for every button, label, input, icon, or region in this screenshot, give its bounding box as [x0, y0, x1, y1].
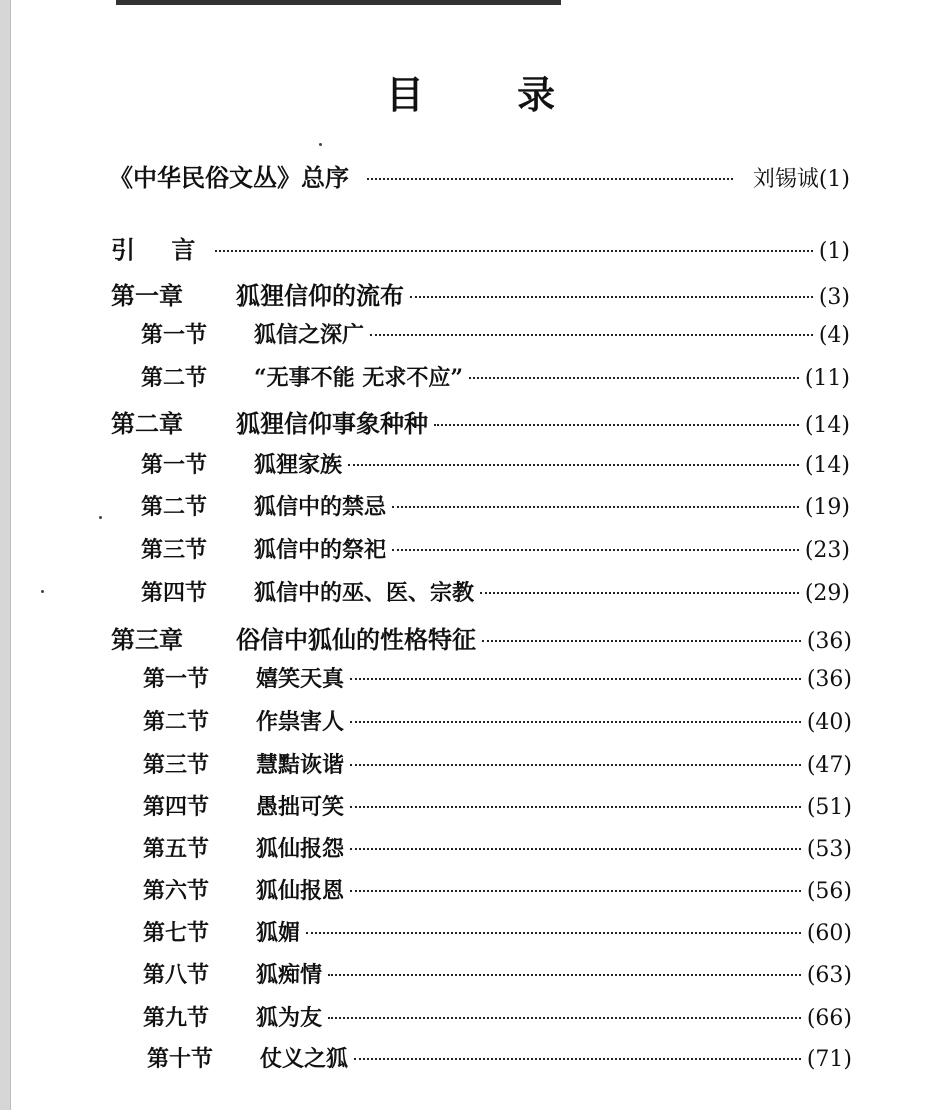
dot-leader	[215, 250, 812, 252]
section-title: 狐信中的禁忌	[254, 494, 387, 520]
toc-page: (53)	[806, 837, 852, 862]
section-number: 第一节	[141, 452, 208, 478]
toc-entry-section	[143, 705, 852, 736]
section-title: 慧黠诙谐	[256, 752, 345, 778]
toc-page: (3)	[818, 285, 850, 310]
toc-page: (51)	[806, 795, 852, 820]
dot-leader	[354, 1058, 801, 1060]
section-number: 第二节	[141, 494, 208, 520]
toc-entry-section	[141, 448, 850, 479]
section-number: 第七节	[143, 920, 210, 946]
section-title: 愚拙可笑	[256, 794, 345, 820]
book-page	[10, 0, 929, 1110]
toc-entry-section	[143, 790, 852, 821]
section-number: 第二节	[143, 709, 210, 735]
toc-entry-introduction	[111, 230, 850, 265]
toc-entry-section	[147, 1042, 852, 1073]
section-number: 第六节	[143, 878, 210, 904]
toc-entry-section	[143, 662, 852, 693]
section-number: 第五节	[143, 836, 210, 862]
section-title: 嬉笑天真	[256, 666, 345, 692]
toc-page: (71)	[806, 1047, 852, 1072]
section-number: 第十节	[147, 1046, 214, 1072]
scan-speck	[41, 590, 44, 593]
toc-entry-chapter-1	[111, 276, 850, 311]
toc-page: (36)	[806, 629, 852, 654]
chapter-title: 狐狸信仰事象种种	[236, 409, 428, 438]
toc-page: (63)	[806, 963, 852, 988]
dot-leader	[367, 178, 733, 180]
dot-leader	[482, 640, 801, 642]
dot-leader	[392, 506, 799, 508]
toc-page: (23)	[804, 538, 850, 563]
section-number: 第八节	[143, 962, 210, 988]
section-title: 仗义之狐	[260, 1046, 349, 1072]
section-number: 第一节	[143, 666, 210, 692]
toc-entry-section	[141, 490, 850, 521]
toc-page: (14)	[804, 453, 850, 478]
dot-leader	[350, 678, 801, 680]
toc-page: (1)	[818, 239, 850, 264]
chapter-title: 狐狸信仰的流布	[236, 281, 404, 310]
dot-leader	[350, 806, 801, 808]
chapter-number: 第三章	[111, 625, 183, 654]
toc-page: (66)	[806, 1006, 852, 1031]
toc-entry-section	[143, 916, 852, 947]
dot-leader	[392, 549, 799, 551]
toc-page: (11)	[804, 366, 850, 391]
dot-leader	[328, 974, 801, 976]
toc-author: 刘锡诚	[752, 167, 819, 192]
toc-label: 《中华民俗文丛》总序	[109, 163, 349, 192]
section-title: 狐仙报恩	[256, 878, 345, 904]
toc-entry-section	[141, 533, 850, 564]
dot-leader	[410, 296, 813, 298]
toc-page: (14)	[804, 413, 850, 438]
section-title: “无事不能 无求不应”	[254, 365, 463, 391]
toc-entry-chapter-2	[111, 404, 850, 439]
toc-entry-section	[143, 748, 852, 779]
section-number: 第四节	[143, 794, 210, 820]
section-title: 狐痴情	[256, 962, 323, 988]
toc-entry-chapter-3	[111, 620, 852, 655]
toc-page: (60)	[806, 921, 852, 946]
chapter-number: 第二章	[111, 409, 183, 438]
section-title: 狐狸家族	[254, 452, 343, 478]
section-title: 狐为友	[256, 1005, 323, 1031]
toc-page: (1)	[818, 167, 850, 192]
toc-entry-section	[141, 576, 850, 607]
section-number: 第二节	[141, 365, 208, 391]
section-number: 第三节	[141, 537, 208, 563]
toc-entry-section	[141, 318, 850, 349]
dot-leader	[469, 377, 799, 379]
dot-leader	[348, 464, 799, 466]
toc-page: (19)	[804, 495, 850, 520]
toc-entry-section	[143, 1001, 852, 1032]
scan-speck	[319, 143, 322, 146]
toc-label: 引 言	[111, 235, 210, 264]
toc-page: (47)	[806, 753, 852, 778]
chapter-title: 俗信中狐仙的性格特征	[236, 625, 476, 654]
toc-entry-section	[143, 958, 852, 989]
section-title: 狐仙报怨	[256, 836, 345, 862]
dot-leader	[350, 890, 801, 892]
chapter-number: 第一章	[111, 281, 183, 310]
section-title: 狐信中的祭祀	[254, 537, 387, 563]
toc-entry-section	[143, 874, 852, 905]
dot-leader	[370, 334, 813, 336]
toc-page: (4)	[818, 323, 850, 348]
dot-leader	[480, 592, 799, 594]
dot-leader	[350, 721, 801, 723]
top-rule	[116, 0, 561, 5]
section-number: 第九节	[143, 1005, 210, 1031]
dot-leader	[350, 848, 801, 850]
dot-leader	[434, 424, 799, 426]
toc-page: (36)	[806, 667, 852, 692]
toc-page: (40)	[806, 710, 852, 735]
page-title: 目 录	[385, 72, 596, 117]
dot-leader	[306, 932, 801, 934]
toc-page: (29)	[804, 581, 850, 606]
section-number: 第四节	[141, 580, 208, 606]
section-title: 狐媚	[256, 920, 301, 946]
toc-entry-section	[143, 832, 852, 863]
toc-page: (56)	[806, 879, 852, 904]
section-title: 狐信中的巫、医、宗教	[254, 580, 475, 606]
scan-speck	[99, 516, 102, 519]
dot-leader	[328, 1017, 801, 1019]
section-number: 第三节	[143, 752, 210, 778]
section-title: 作祟害人	[256, 709, 345, 735]
toc-entry-section	[141, 361, 850, 392]
section-title: 狐信之深广	[254, 322, 365, 348]
toc-entry-preface	[109, 158, 850, 193]
dot-leader	[350, 764, 801, 766]
section-number: 第一节	[141, 322, 208, 348]
